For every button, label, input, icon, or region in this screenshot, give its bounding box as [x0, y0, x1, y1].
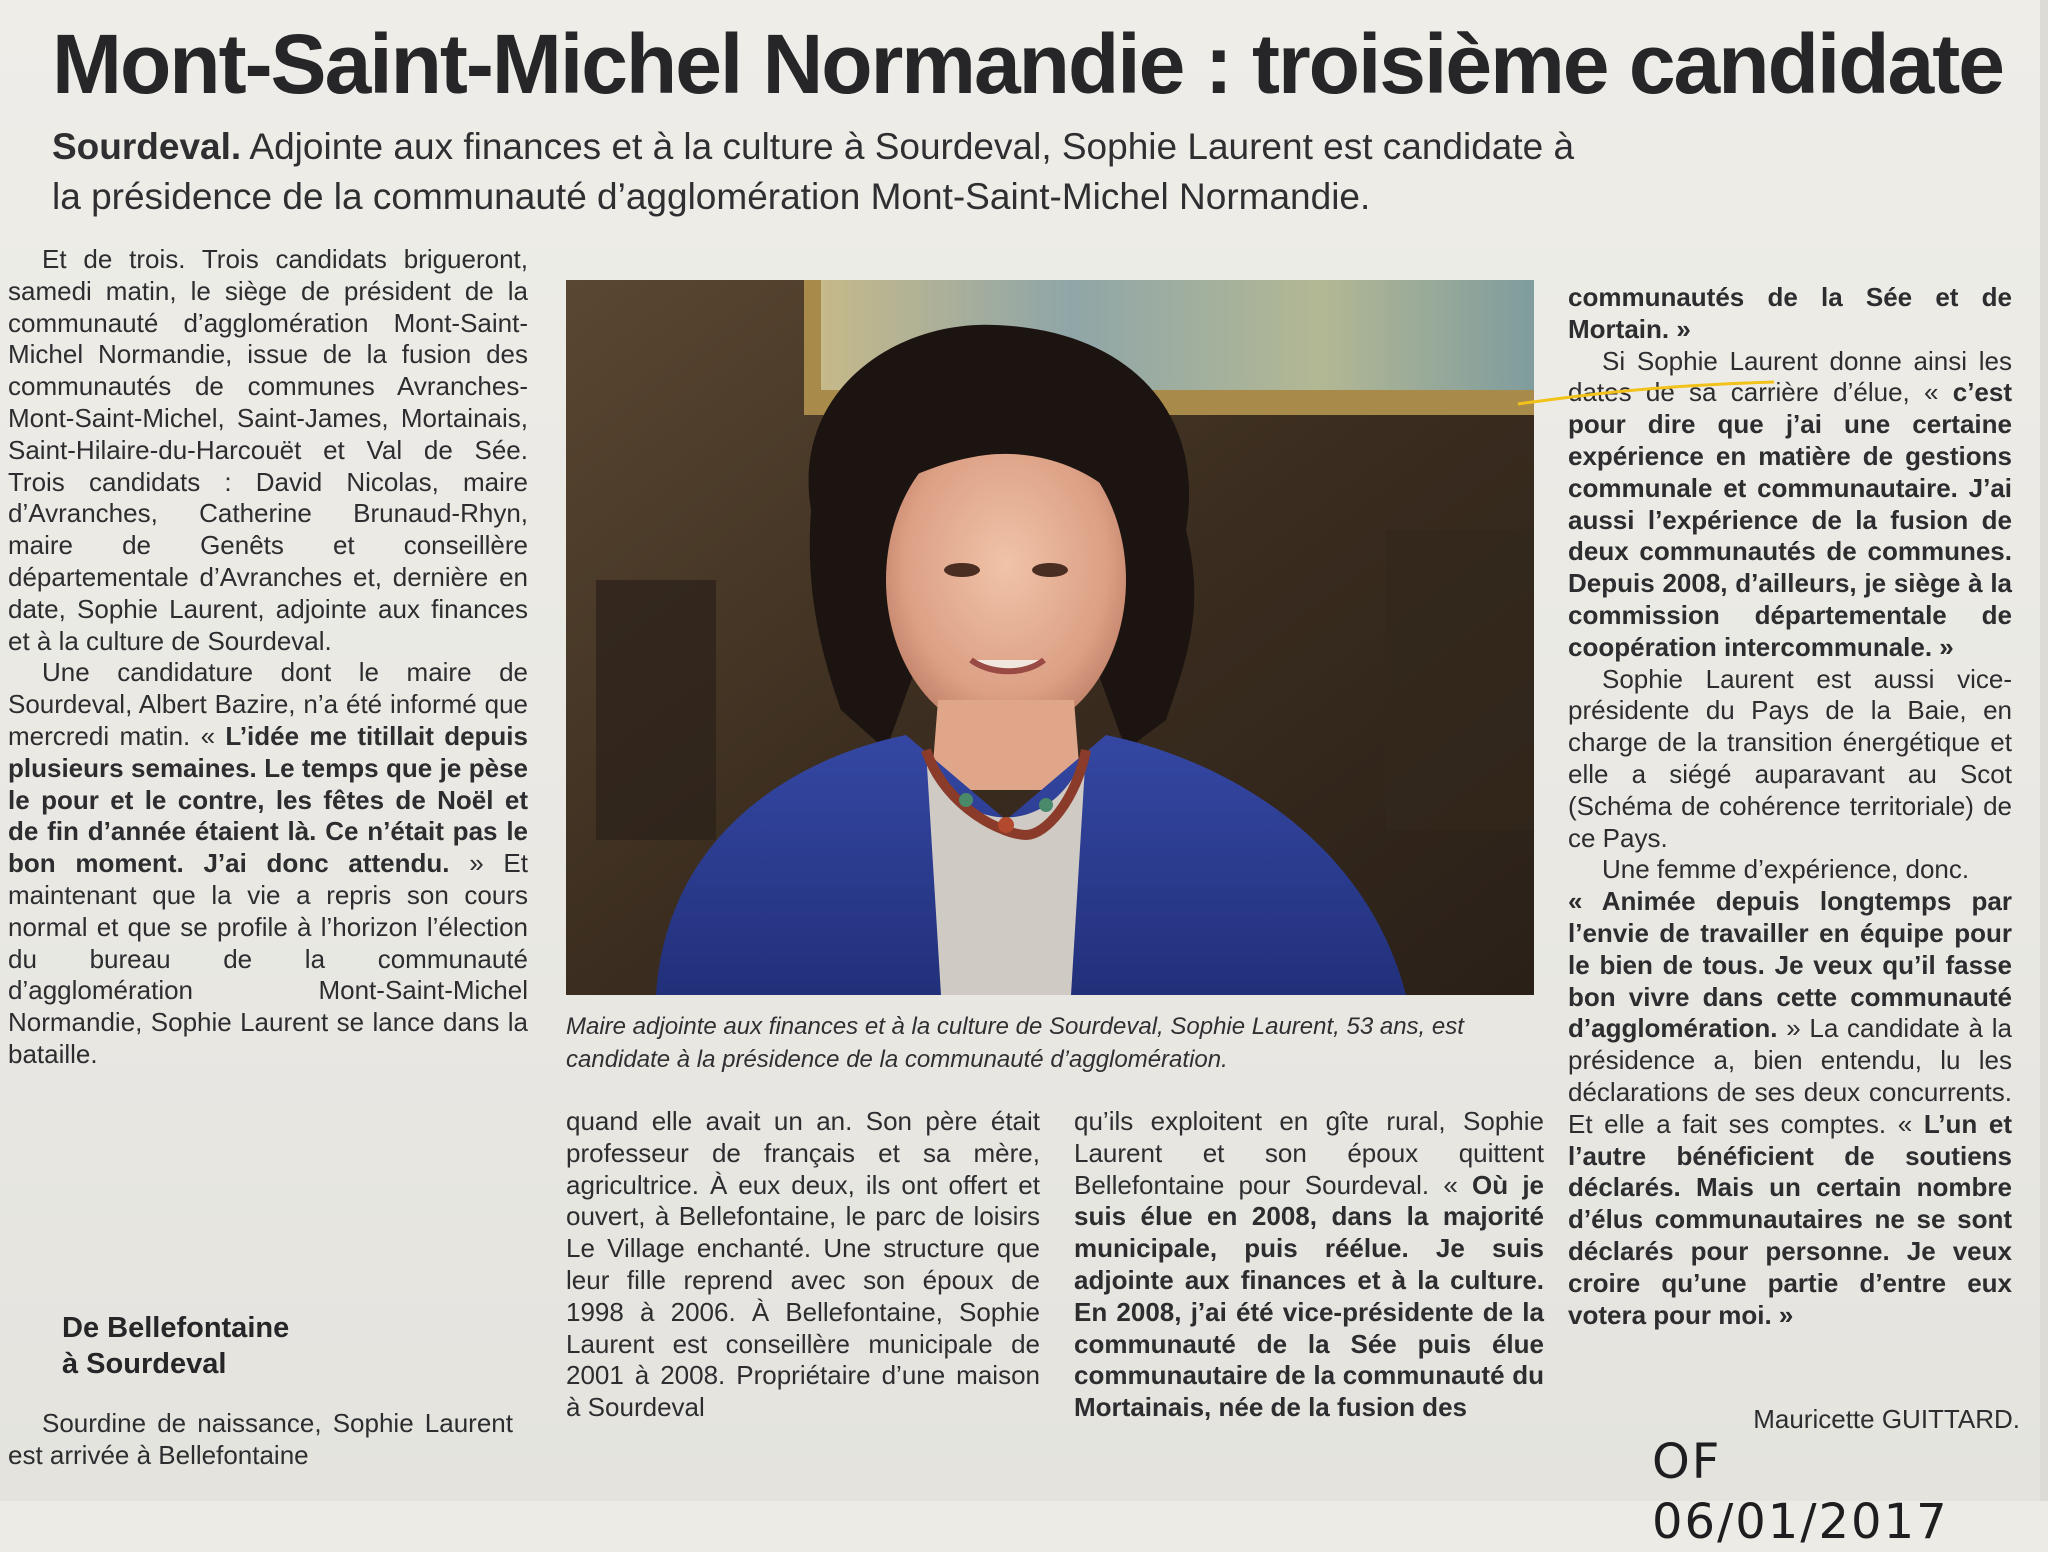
photo-caption: Maire adjointe aux finances et à la culture de Sourdeval, Sophie Laurent, 53 ans, est candidate à la présidence de la communauté d’agglomération.: [566, 1013, 1464, 1073]
headline: Mont-Saint-Michel Normandie : troisième candidate: [52, 17, 2003, 111]
quote-bold: L’idée me titillait depuis plusieurs semaines. Le temps que je pèse le pour et le contre, les fêtes de Noël et de fin d’année étaient là. Ce n’était pas le bon moment. J’ai donc attendu.: [8, 720, 528, 879]
author-byline: Mauricette GUITTARD.: [1753, 1404, 2020, 1434]
article-column-2: [566, 1106, 1040, 1424]
portrait-photo: [566, 280, 1534, 995]
portrait-illustration: [566, 280, 1534, 995]
quote-bold: Où je suis élue en 2008, dans la majorité municipale, puis réélue. Je suis adjointe aux finances et à la culture. En 2008, j’ai été vice-présidente de la communauté de la Sée puis élue communautaire de la communauté du Mortainais, née de la fusion des: [1074, 1169, 1545, 1423]
dateline: Sourdeval.: [52, 126, 242, 167]
handwritten-date-stamp: OF 06/01/2017: [1652, 1434, 1949, 1550]
paragraph-intro: Et de trois. Trois candidats brigueront, samedi matin, le siège de président de la communauté d’agglomération Mont-Saint-Michel Normandie, issue de la fusion des communautés de communes Avranches-Mont-Saint-Michel, Saint-James, Mortainais, Saint-Hilaire-du-Harcouët et Val de Sée. Trois candidats : David Nicolas, maire d’Avranches, Catherine Brunaud-Rhyn, maire de Genêts et conseillère départementale d’Avranches et, dernière en date, Sophie Laurent, adjointe aux finances et à la culture de Sourdeval.: [8, 244, 528, 656]
article-column-3: [1074, 1106, 1544, 1424]
article-column-1-continued: [8, 1408, 513, 1472]
text-run: Une candidature dont le maire de Sourdeval, Albert Bazire, n’a été informé que mercredi matin. «: [8, 657, 528, 751]
text-run: Si Sophie Laurent donne ainsi les dates de sa carrière d’élue, «: [1568, 345, 2012, 408]
paragraph-career: [1074, 1106, 1544, 1424]
paragraph-candidature: [8, 657, 528, 1070]
highlighter-mark: [1516, 378, 1776, 408]
quote-bold: « Animée depuis longtemps par l’envie de travailler en équipe pour le bien de tous. Je veux qu’il fasse bon vivre dans cette communauté d’agglomération.: [1568, 886, 2012, 1044]
article-column-4: [1568, 282, 2012, 1331]
text-run: » Et maintenant que la vie a repris son cours normal et que se profile à l’horizon l’élection du bureau de la communauté d’agglomération Mont-Saint-Michel Normandie, Sophie Laurent se lance dans la bataille.: [8, 848, 528, 1069]
panel-shadow: [596, 580, 716, 840]
paragraph-family: quand elle avait un an. Son père était professeur de français et sa mère, agricultrice. À eux deux, ils ont offert et ouvert, à Bellefontaine, le parc de loisirs Le Village enchanté. Une structure que leur fille reprend avec son époux de 1998 à 2006. À Bellefontaine, Sophie Laurent est conseillère municipale de 2001 à 2008. Propriétaire d’une maison à Sourdeval: [566, 1106, 1040, 1423]
subhead-line-2: à Sourdeval: [62, 1348, 227, 1380]
left-eye: [944, 563, 980, 577]
quote-bold: c’est pour dire que j’ai une certaine expérience en matière de gestions communale et communautaire. J’ai aussi l’expérience de la fusion de deux communautés de communes. Depuis 2008, d’ailleurs, je siège à la commission départementale de coopération intercommunale. »: [1568, 377, 2012, 662]
section-subhead: [62, 1310, 482, 1382]
paragraph-pays-baie: Sophie Laurent est aussi vice-présidente du Pays de la Baie, en charge de la transition énergétique et elle a siégé auparavant au Scot (Schéma de cohérence territoriale) de ce Pays.: [1568, 663, 2012, 853]
standfirst: [52, 122, 1612, 222]
subhead-line-1: De Bellefontaine: [62, 1312, 290, 1344]
standfirst-text: Adjointe aux finances et à la culture à Sourdeval, Sophie Laurent est candidate à la présidence de la communauté d’agglomération Mont-Saint-Michel Normandie.: [52, 126, 1575, 217]
quote-bold: communautés de la Sée et de Mortain. »: [1568, 282, 2012, 344]
adjacent-article-edge: [2040, 0, 2048, 1501]
text-run: » La candidate à la présidence a, bien entendu, lu les déclarations de ses deux concurrents. Et elle a fait ses comptes. «: [1568, 1013, 2012, 1139]
right-eye: [1032, 563, 1068, 577]
panel-shadow-right: [1386, 530, 1534, 830]
article-column-1: [8, 244, 528, 1071]
text-run: qu’ils exploitent en gîte rural, Sophie Laurent et son époux quittent Bellefontaine pour Sourdeval. «: [1074, 1106, 1544, 1200]
paragraph-experienced: Une femme d’expérience, donc.: [1602, 854, 1970, 885]
paragraph-quote-end: [1568, 282, 2012, 346]
paragraph-closing: [1568, 886, 2012, 1331]
quote-bold: L’un et l’autre bénéficient de soutiens déclarés. Mais un certain nombre d’élus communautaires ne se sont déclarés pour personne. Je veux croire qu’une partie d’entre eux votera pour moi. »: [1568, 1108, 2013, 1330]
paragraph-origin: Sourdine de naissance, Sophie Laurent est arrivée à Bellefontaine: [8, 1408, 513, 1470]
